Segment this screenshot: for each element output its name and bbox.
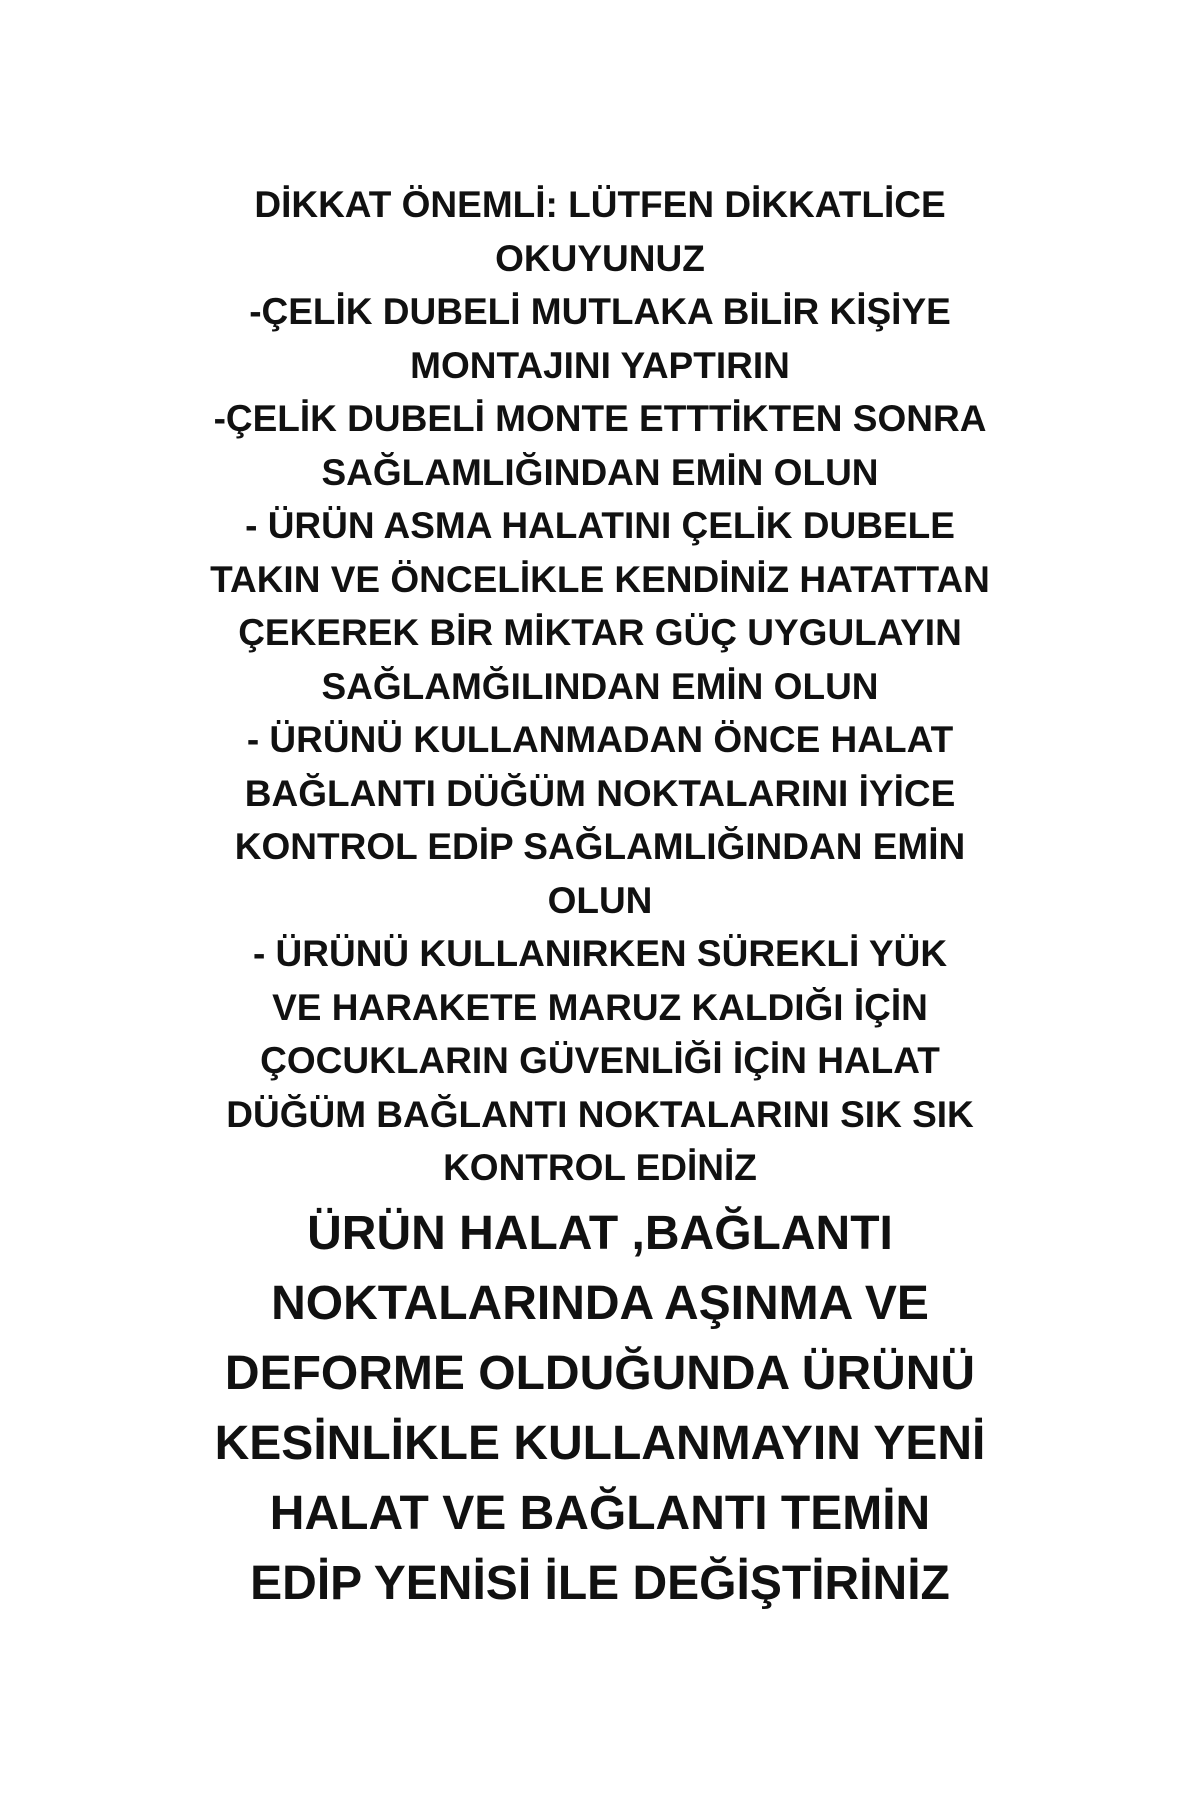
warning-line: - ÜRÜNÜ KULLANMADAN ÖNCE HALAT [246, 719, 954, 760]
warning-line: - ÜRÜNÜ KULLANIRKEN SÜREKLİ YÜK [252, 933, 948, 974]
warning-line: BAĞLANTI DÜĞÜM NOKTALARINI İYİCE [244, 772, 956, 814]
final-warning [150, 1199, 1050, 1619]
warning-line: - ÜRÜN ASMA HALATINI ÇELİK DUBELE [245, 505, 955, 546]
final-warning-line: ÜRÜN HALAT ,BAĞLANTI [307, 1206, 893, 1260]
safety-notice [150, 178, 1050, 1619]
warning-line: TAKIN VE ÖNCELİKLE KENDİNİZ HATATTAN [210, 558, 990, 600]
warning-line: KONTROL EDİNİZ [443, 1147, 757, 1188]
warning-instructions [150, 178, 1050, 1195]
warning-line: VE HARAKETE MARUZ KALDIĞI İÇİN [272, 986, 928, 1028]
warning-line: SAĞLAMĞILINDAN EMİN OLUN [321, 665, 879, 707]
final-warning-line: EDİP YENİSİ İLE DEĞİŞTİRİNİZ [250, 1556, 950, 1610]
warning-line: MONTAJINI YAPTIRIN [410, 344, 790, 386]
final-warning-line: HALAT VE BAĞLANTI TEMİN [269, 1486, 931, 1540]
warning-line: OLUN [547, 879, 653, 921]
warning-line: ÇOCUKLARIN GÜVENLİĞİ İÇİN HALAT [260, 1040, 940, 1081]
final-warning-line: DEFORME OLDUĞUNDA ÜRÜNÜ [224, 1346, 976, 1400]
warning-line: DÜĞÜM BAĞLANTI NOKTALARINI SIK SIK [226, 1093, 974, 1135]
warning-line: OKUYUNUZ [495, 237, 705, 279]
warning-line: SAĞLAMLIĞINDAN EMİN OLUN [321, 451, 879, 493]
warning-line: DİKKAT ÖNEMLİ: LÜTFEN DİKKATLİCE [254, 184, 946, 225]
final-warning-line: KESİNLİKLE KULLANMAYIN YENİ [214, 1416, 986, 1470]
warning-line: ÇEKEREK BİR MİKTAR GÜÇ UYGULAYIN [238, 612, 962, 653]
warning-line: -ÇELİK DUBELİ MONTE ETTTİKTEN SONRA [213, 398, 987, 439]
final-warning-line: NOKTALARINDA AŞINMA VE [271, 1276, 929, 1330]
warning-line: KONTROL EDİP SAĞLAMLIĞINDAN EMİN [234, 826, 966, 867]
warning-line: -ÇELİK DUBELİ MUTLAKA BİLİR KİŞİYE [249, 291, 951, 332]
